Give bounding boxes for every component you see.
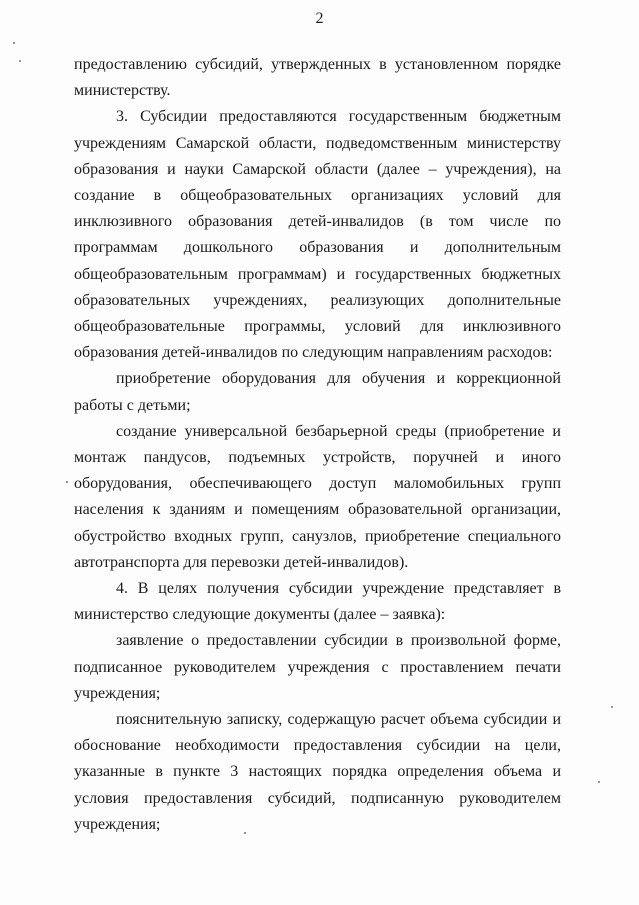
paragraph-item-4: 4. В целях получения субсидии учреждение представляет в министерство следующие документы (далее – заявка): — [74, 580, 561, 624]
paragraph-equipment: приобретение оборудования для обучения и коррекционной работы с детьми; — [74, 370, 561, 414]
paragraph-barrier-free: создание универсальной безбарьерной среды (приобретение и монтаж пандусов, подъемных устройств, поручней и иного оборудования, обеспечивающего доступ маломобильных групп населения к зданиям и помещениям образовательной организации, обустройство входных групп, санузлов, приобретение специального автотранспорта для перевозки детей-инвалидов). — [74, 422, 561, 571]
paragraph-application: заявление о предоставлении субсидии в произвольной форме, подписанное руководителем учреждения с проставлением печати учреждения; — [74, 632, 561, 702]
document-body — [74, 52, 561, 838]
scan-speck — [19, 60, 21, 62]
page-number: 2 — [315, 10, 324, 27]
scan-speck — [13, 42, 15, 44]
scan-speck — [66, 481, 68, 483]
paragraph-continuation: предоставлению субсидий, утвержденных в установленном порядке министерству. — [74, 56, 561, 100]
scan-speck — [244, 832, 246, 834]
paragraph-explanatory-note: пояснительную записку, содержащую расчет объема субсидии и обоснование необходимости предоставления субсидии на цели, указанные в пункте 3 настоящих порядка определения объема и условия предоставления субсидий, подписанную руководителем учреждения; — [74, 711, 561, 833]
scan-speck — [611, 706, 613, 708]
paragraph-item-3: 3. Субсидии предоставляются государственным бюджетным учреждениям Самарской области, подведомственным министерству образования и науки Самарской области (далее – учреждения), на создание в общеобразовательных организациях условий для инклюзивного образования детей-инвалидов (в том числе по программам дошкольного образования и дополнительным общеобразовательным программам) и государственных бюджетных образовательных учреждениях, реализующих дополнительные общеобразовательные программы, условий для инклюзивного образования детей-инвалидов по следующим направлениям расходов: — [74, 108, 561, 362]
scan-speck — [598, 781, 600, 783]
